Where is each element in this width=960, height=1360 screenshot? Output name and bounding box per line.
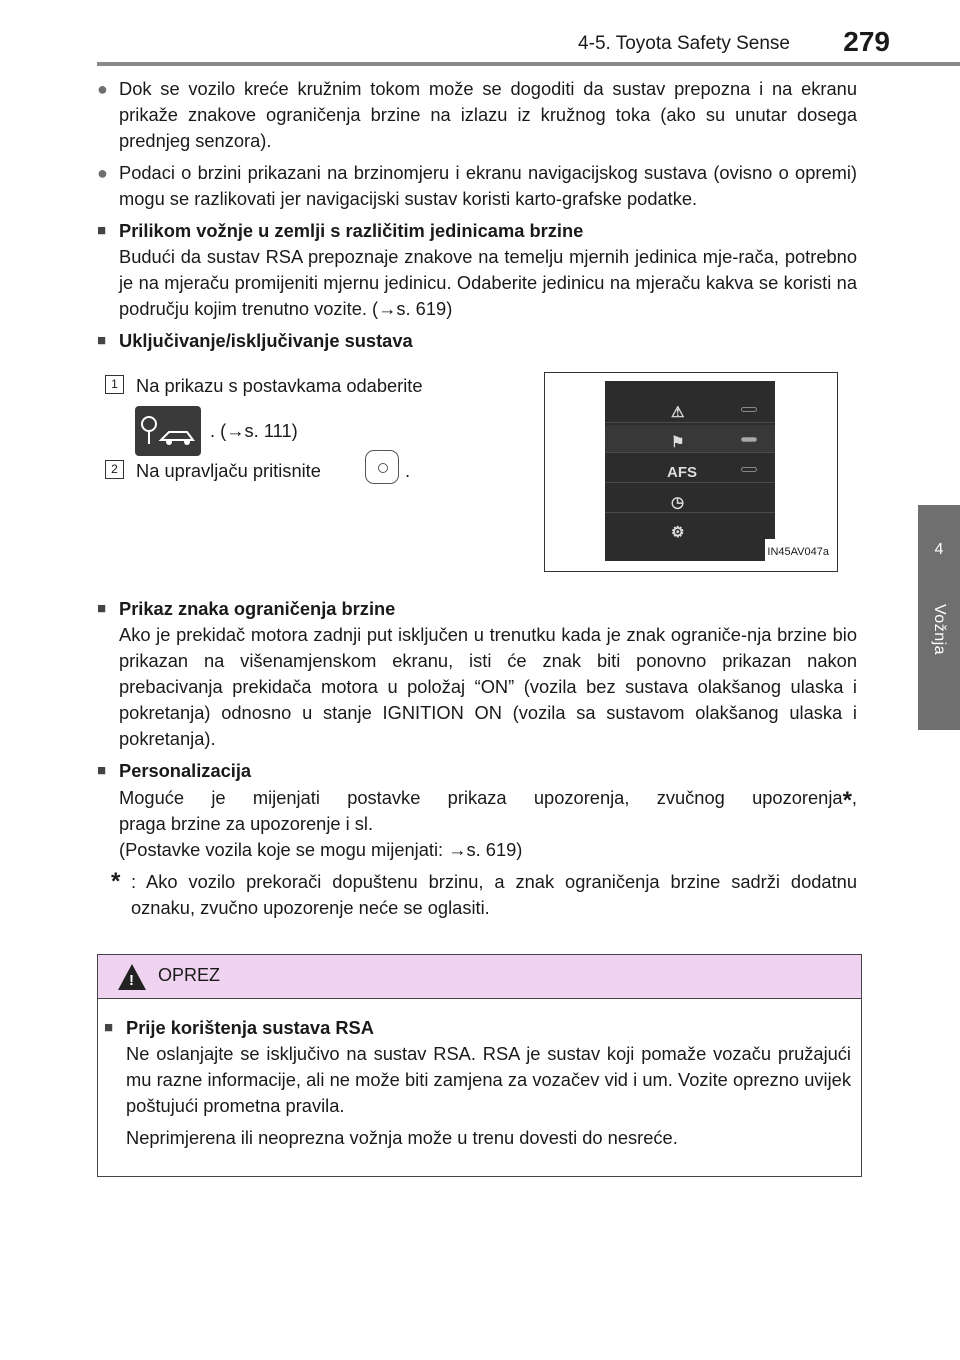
header-divider (97, 62, 960, 66)
steps-block (97, 356, 857, 590)
chapter-tab-number: 4 (918, 505, 960, 590)
caution-box (97, 954, 862, 1177)
step-number-2: 2 (105, 460, 124, 479)
lane-assist-icon: ⚠ (671, 404, 685, 421)
section-heading (97, 328, 857, 354)
page-content (97, 76, 857, 921)
square-bullet-icon: ■ (97, 762, 107, 779)
personal-heading: Personalizacija (119, 760, 252, 781)
screen-row (605, 425, 775, 453)
rsa-sign-icon (135, 406, 201, 456)
settings-icon: ⚙ (671, 524, 685, 541)
section-heading (97, 758, 857, 784)
personal-text (97, 784, 857, 863)
screen-row (605, 455, 775, 483)
page-number: 279 (843, 26, 890, 57)
square-bullet-icon: ■ (97, 600, 107, 617)
step-1-reference: . (→s. 111) (210, 420, 298, 441)
caution-text-2: Neprimjerena ili neoprezna vožnja može u trenu dovesti do nesreće. (126, 1127, 678, 1148)
footnote-mark: * (111, 868, 121, 895)
personal-line-3: (Postavke vozila koje se mogu mijenjati: →s. 619) (119, 839, 523, 860)
units-heading: Prilikom vožnje u zemlji s različitim jedinicama brzine (119, 220, 584, 241)
section-heading (104, 1015, 851, 1041)
display-heading: Prikaz znaka ograničenja brzine (119, 598, 396, 619)
section-heading (97, 218, 857, 244)
step-1-text: Na prikazu s postavkama odaberite (136, 375, 423, 396)
figure-code: IN45AV047a (765, 539, 831, 565)
warning-triangle-icon: ! (118, 964, 146, 990)
caution-title: OPREZ (158, 965, 221, 985)
screen-row (605, 515, 775, 543)
section-heading (97, 596, 857, 622)
bullet-text: Dok se vozilo kreće kružnim tokom može se dogoditi da sustav prepozna i na ekranu prikaže znakove ograničenja brzine na izlazu iz kružnog toka (ako su unutar dosega prednjeg senzora). (119, 78, 857, 151)
header-section-title: 4-5. Toyota Safety Sense (578, 33, 790, 54)
bullet-dot-icon: ● (97, 79, 108, 99)
rsa-icon: ⚑ (671, 434, 685, 451)
personal-line-1-end: , (851, 787, 857, 808)
indicator-bar-icon (741, 407, 757, 412)
onoff-heading: Uključivanje/isključivanje sustava (119, 330, 413, 351)
personal-line-1: Moguće je mijenjati postavke prikaza upozorenja, zvučnog upozorenja (119, 787, 843, 808)
clock-icon: ◷ (671, 494, 685, 511)
step-2-end: . (405, 460, 411, 481)
display-text: Ako je prekidač motora zadnji put isključen u trenutku kada je znak ograniče-nja brzine bio prikazan na višenamjenskom ekranu, isti će znak biti ponovno prikazan nakon prebacivanja prekidača motora u položaj “ON” (vozila bez sustava olakšanog ulaska i pokretanja) odnosno u stanje IGNITION ON (vozila sa sustavom olakšanog ulaska i pokretanja). (119, 624, 857, 749)
afs-label: AFS (667, 464, 697, 481)
footnote-star: * (842, 787, 852, 814)
chapter-tab-label: Vožnja (931, 604, 948, 656)
caution-heading: Prije korištenja sustava RSA (126, 1017, 374, 1038)
steering-button-icon (365, 450, 399, 484)
chapter-tab (918, 590, 960, 730)
screen-row (605, 395, 775, 423)
screen-row (605, 485, 775, 513)
bullet-dot-icon: ● (97, 163, 108, 183)
caution-body (98, 999, 861, 1151)
instrument-display-figure (544, 372, 838, 572)
personal-line-2: praga brzine za upozorenje i sl. (119, 813, 374, 834)
indicator-bar-icon (741, 467, 757, 472)
footnote (97, 869, 857, 921)
bullet-text: Podaci o brzini prikazani na brzinomjeru i ekranu navigacijskog sustava (ovisno o opremi) mogu se razlikovati jer navigacijski sustav koristi karto-grafske podatke. (119, 162, 857, 209)
caution-text-1: Ne oslanjajte se isključivo na sustav RSA. RSA je sustav koji pomaže vozaču pružajući mu razne informacije, ali ne može biti zamjena za vozačev vid i um. Vozite oprezno uvijek poštujući prometna pravila. (126, 1043, 851, 1116)
step-number-1: 1 (105, 375, 124, 394)
square-bullet-icon: ■ (104, 1019, 114, 1036)
square-bullet-icon: ■ (97, 222, 107, 239)
bullet-item (97, 160, 857, 212)
step-2-text: Na upravljaču pritisnite (136, 460, 321, 481)
footnote-text: : Ako vozilo prekorači dopuštenu brzinu, a znak ograničenja brzine sadrži dodatnu oznaku, zvučno upozorenje neće se oglasiti. (131, 871, 857, 918)
caution-header (98, 955, 861, 999)
display-screen (605, 381, 775, 561)
bullet-item (97, 76, 857, 154)
square-bullet-icon: ■ (97, 332, 107, 349)
indicator-bar-icon (741, 437, 757, 442)
units-text: Budući da sustav RSA prepoznaje znakove na temelju mjernih jedinica mje-rača, potrebno je na mjeraču promijeniti mjernu jedinicu. Odaberite jedinicu na mjeraču kakva se koristi na području kojim trenutno vozite. (→s. 619) (119, 246, 857, 319)
